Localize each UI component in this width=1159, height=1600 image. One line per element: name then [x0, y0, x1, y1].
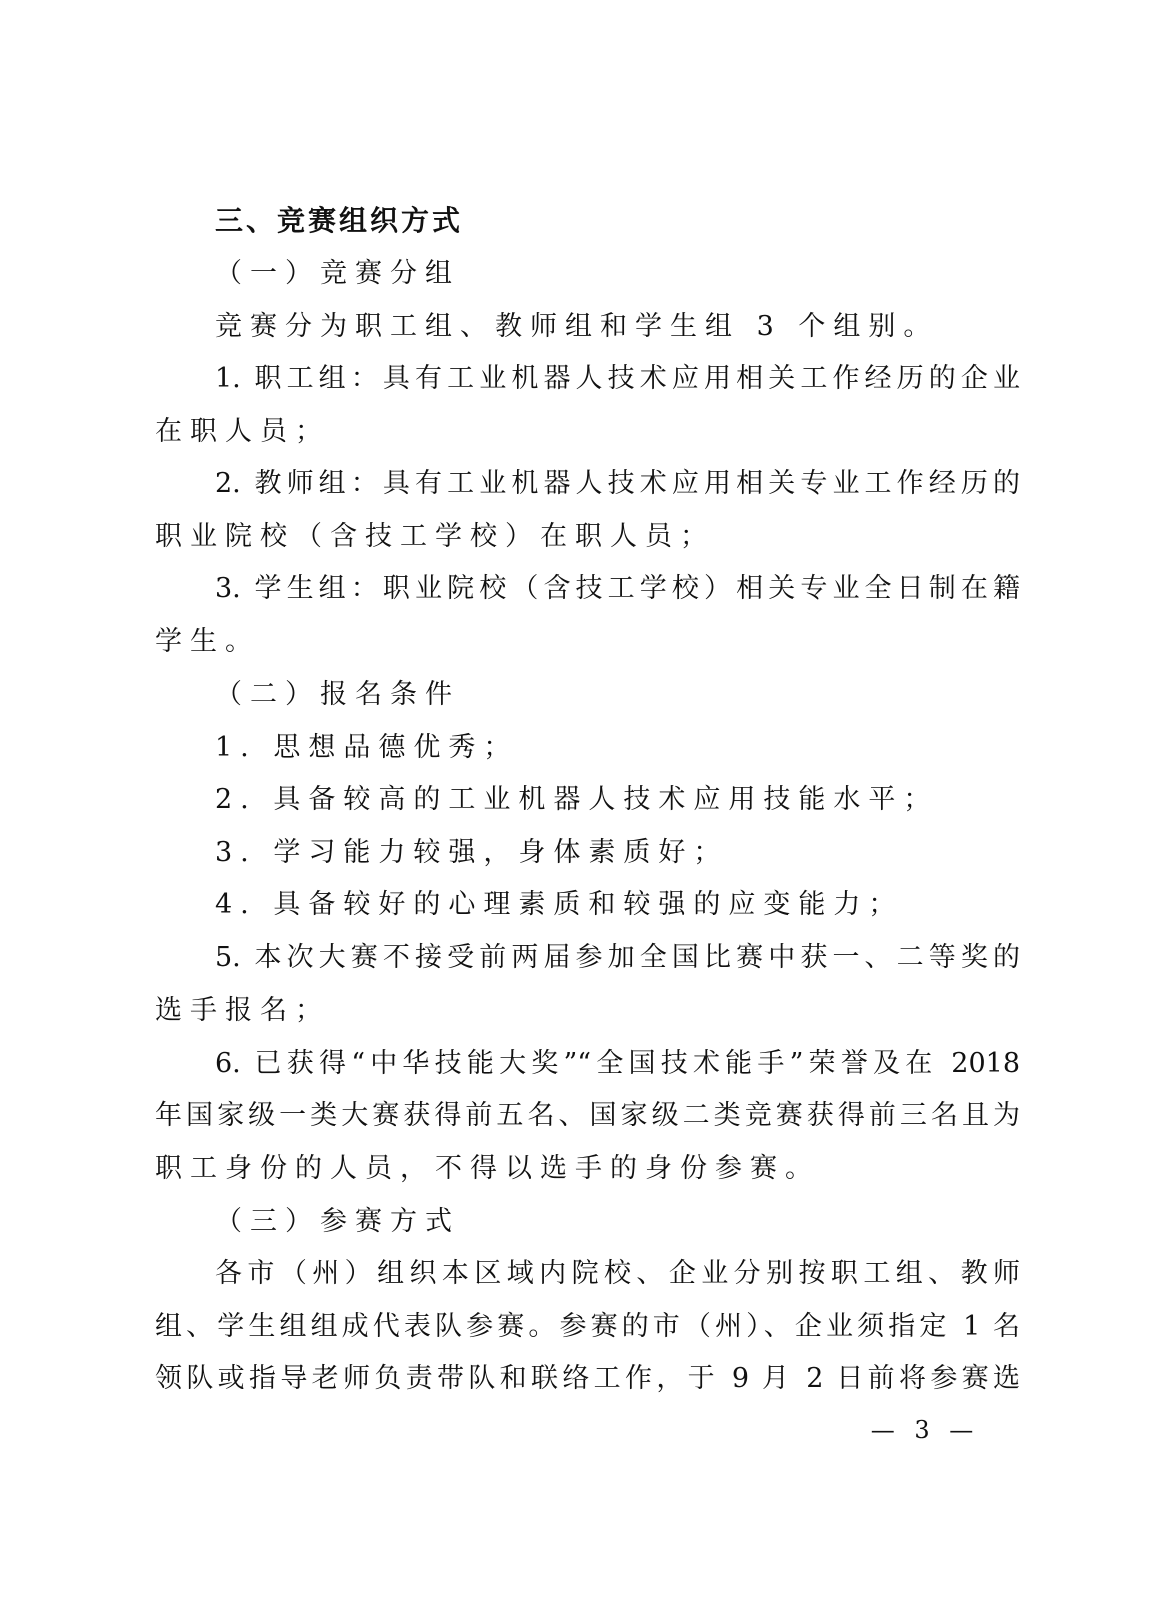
paragraph-participation-line3: 领队或指导老师负责带队和联络工作，于 9 月 2 日前将参赛选: [155, 1363, 1020, 1394]
condition-1: 1. 思想品德优秀；: [215, 732, 519, 763]
paragraph-group2-line1: 2. 教师组：具有工业机器人技术应用相关专业工作经历的: [215, 468, 1020, 499]
condition-2: 2. 具备较高的工业机器人技术应用技能水平；: [215, 784, 939, 815]
condition-6-line1: 6. 已获得“中华技能大奖”“全国技术能手”荣誉及在 2018: [215, 1048, 1020, 1079]
paragraph-participation-line1: 各市（州）组织本区域内院校、企业分别按职工组、教师: [215, 1258, 1020, 1289]
condition-6-line2: 年国家级一类大赛获得前五名、国家级二类竞赛获得前三名且为: [155, 1100, 1020, 1131]
condition-6-line3: 职工身份的人员，不得以选手的身份参赛。: [155, 1153, 820, 1184]
paragraph-group3-line2: 学生。: [155, 626, 260, 657]
sub-heading-grouping: （一）竞赛分组: [215, 258, 460, 289]
condition-4: 4. 具备较好的心理素质和较强的应变能力；: [215, 889, 904, 920]
condition-3: 3. 学习能力较强，身体素质好；: [215, 837, 729, 868]
section-heading: 三、竞赛组织方式: [215, 204, 464, 237]
condition-5-line1: 5. 本次大赛不接受前两届参加全国比赛中获一、二等奖的: [215, 942, 1020, 973]
paragraph-group1-line2: 在职人员；: [155, 416, 330, 447]
sub-heading-participation: （三）参赛方式: [215, 1206, 460, 1237]
sub-heading-requirements: （二）报名条件: [215, 679, 460, 710]
paragraph-groups-intro: 竞赛分为职工组、教师组和学生组 3 个组别。: [215, 311, 939, 342]
paragraph-participation-line2: 组、学生组组成代表队参赛。参赛的市（州）、企业须指定 1 名: [155, 1311, 1020, 1342]
paragraph-group2-line2: 职业院校（含技工学校）在职人员；: [155, 521, 715, 552]
page-number: — 3 —: [870, 1416, 980, 1444]
condition-5-line2: 选手报名；: [155, 995, 330, 1026]
paragraph-group1-line1: 1. 职工组：具有工业机器人技术应用相关工作经历的企业: [215, 363, 1020, 394]
paragraph-group3-line1: 3. 学生组：职业院校（含技工学校）相关专业全日制在籍: [215, 573, 1020, 604]
